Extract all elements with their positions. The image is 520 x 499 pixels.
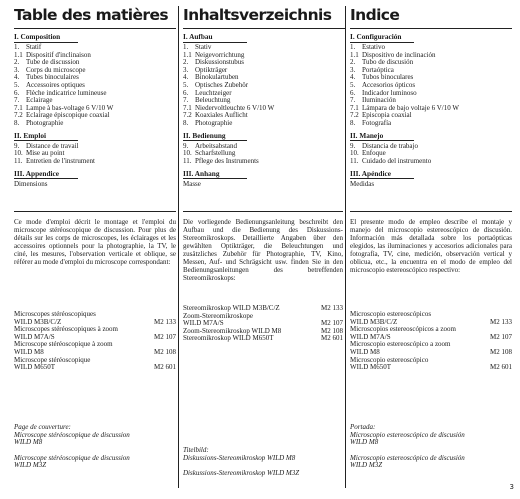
item-number: 2. [350,58,356,67]
item-label: Eclairage [26,96,53,105]
cover-caption [350,424,512,470]
item-label: Distance de travail [26,141,79,150]
item-number: 11. [183,156,192,165]
item-number: 1. [350,43,356,52]
section-heading: III. Anhang [183,170,247,180]
item-number: 4. [183,73,189,82]
item-number: 7. [14,96,20,105]
model-name: Microscopios estereoscópicos a zoom [350,325,456,334]
section-heading: III. Appendice [14,170,78,180]
item-label: Neigevorrichtung [195,50,245,59]
manual-code: M2 107 [321,319,343,328]
caption-line: Microscope stéréoscopique de discussion [14,453,130,462]
intro-paragraph: Ce mode d'emploi décrit le montage et l'emploi du microscope stéréoscopique de discussion. Pour plus de détails sur les corps de microscopes, les éclairages et les accessoires optionnels pour la photographie, la TV, le ciné, les mesures, l'observation verticale et oblique, se référer au mode d'emploi du microscope correspondant: [14,218,176,266]
section-rule [350,211,512,212]
item-label: Leuchtzeiger [195,88,232,97]
item-number: 3. [183,65,189,74]
toc-column [183,6,345,188]
item-label: Dispositivo de inclinación [362,50,436,59]
item-number: 8. [350,119,356,128]
item-label: Estativo [362,43,385,52]
manual-code: M2 133 [490,317,512,326]
item-number: 4. [14,73,20,82]
item-label: Eclairage épiscopique coaxial [26,111,110,120]
section-heading: I. Configuración [350,33,414,43]
item-label: Optikträger [195,65,228,74]
model-name: Zoom-Stereomikroskope [183,311,253,320]
toc-section [14,33,176,128]
item-number: 2. [14,58,20,67]
caption-line: Microscope stéréoscopique de discussion [14,430,130,439]
model-name: Microscope stéréoscopique [14,355,91,364]
item-number: 1.1 [14,50,23,59]
manual-code: M2 601 [154,363,176,372]
item-number: 11. [14,156,23,165]
model-name: WILD M3B/C/Z [350,317,398,326]
toc-item [183,158,345,166]
manual-code: M2 133 [321,304,343,312]
manual-code: M2 601 [321,334,343,343]
item-label: Lampe à bas-voltage 6 V/10 W [26,103,114,112]
item-number: 10. [14,149,23,158]
column-divider [178,6,179,488]
appendix-entry: Medidas [350,179,375,188]
model-name: Microscopio estereoscópico [350,355,429,364]
item-number: 5. [183,81,189,90]
section-rule [14,211,176,212]
model-list [350,311,512,372]
model-name: WILD M650T [14,363,56,372]
toc-section [183,33,345,128]
item-number: 10. [183,149,192,158]
toc-list [14,44,176,128]
cover-caption [183,447,345,478]
model-name: WILD M7A/S [14,332,55,341]
item-number: 7.1 [14,103,23,112]
item-label: Statif [26,43,42,52]
toc-section [350,170,512,189]
model-name: Microscopio estereoscópico a zoom [350,340,451,349]
item-number: 7.1 [183,103,192,112]
manual-code: M2 108 [490,347,512,356]
section-heading: II. Manejo [350,132,414,142]
item-label: Episcopia coaxial [362,111,412,120]
item-number: 1.1 [350,50,359,59]
toc-list [183,44,345,128]
model-name: Microscope stéréoscopique à zoom [14,340,113,349]
item-label: Tubo de discusión [362,58,414,67]
caption-line: Diskussions-Stereomikroskop WILD M3Z [183,469,300,478]
item-number: 8. [14,119,20,128]
model-list [183,305,343,343]
appendix-entry: Masse [183,179,201,188]
toc-item [14,158,176,166]
model-name: WILD M8 [14,347,44,356]
manual-code: M2 108 [321,326,343,335]
item-number: 9. [14,141,20,150]
model-name: Microscopes stéréoscopiques [14,310,96,318]
item-number: 1. [14,43,20,52]
item-number: 7.2 [183,111,192,120]
item-label: Distancia de trabajo [362,141,418,150]
page-number: 3 [509,483,514,491]
cover-caption [14,424,176,470]
caption-line: WILD M8 [14,438,43,447]
item-label: Mise au point [26,149,65,158]
toc-title: Inhaltsverzeichnis [183,6,345,29]
intro-paragraph: El presente modo de empleo describe el montaje y manejo del microscopio estereoscópico de discusión. Información más detallada sobre los portaópticas elegidos, las iluminaciones y accesorios adicionales para fotografía, TV, cine, medición, observación vertical y oblicua, etc., la encuentra en el modo de empleo del microscopio estereoscópico respectivo: [350,218,512,274]
caption-line: Diskussions-Stereomikroskop WILD M8 [183,453,296,462]
item-number: 9. [183,141,189,150]
item-label: Arbeitsabstand [195,141,237,150]
item-number: 1.1 [183,50,192,59]
model-name: WILD M650T [350,363,392,372]
item-label: Fotografía [362,119,392,128]
caption-line: WILD M8 [350,438,379,447]
section-heading: II. Emploi [14,132,78,142]
toc-title: Table des matières [14,6,176,29]
item-label: Iluminación [362,96,396,105]
model-name: Zoom-Stereomikroskop WILD M8 [183,326,282,335]
item-number: 7.2 [350,111,359,120]
item-label: Scharfstellung [195,149,236,158]
item-label: Accesorios ópticos [362,81,416,90]
section-heading: II. Bedienung [183,132,247,142]
caption-line: WILD M3Z [350,461,383,470]
toc-section [183,170,345,189]
item-number: 2. [183,58,189,67]
item-number: 10. [350,149,359,158]
item-label: Pflege des Instruments [195,156,259,165]
section-heading: I. Aufbau [183,33,247,43]
item-number: 4. [350,73,356,82]
item-number: 6. [350,88,356,97]
item-number: 5. [14,81,20,90]
item-label: Photographie [26,119,64,128]
intro-paragraph: Die vorliegende Bedienungsanleitung beschreibt den Aufbau und die Bedienung des Diskussions-Stereomikroskops. Detaillierte Angaben über den gewählten Optikträger, die Beleuchtungen und zusätzliches Zubehör für Photographie, TV, Kino, Messen, Auf- und Schrägsicht usw. finden Sie in den Bedienungsanleitungen des betreffenden Stereomikroskops: [183,218,343,282]
item-label: Accessoires optiques [26,81,85,90]
item-label: Stativ [195,43,212,52]
toc-item [350,158,512,166]
item-label: Binokulartuben [195,73,239,82]
item-label: Indicador luminoso [362,88,417,97]
manual-code: M2 107 [490,332,512,341]
manual-code: M2 107 [154,332,176,341]
item-number: 7.2 [14,111,23,120]
item-label: Tube de discussion [26,58,80,67]
item-label: Diskussionstubus [195,58,245,67]
item-number: 8. [183,119,189,128]
caption-line: WILD M3Z [14,461,47,470]
toc-title: Indice [350,6,512,29]
toc-list [14,143,176,166]
item-number: 3. [350,65,356,74]
manual-code: M2 601 [490,363,512,372]
item-label: Koaxiales Auflicht [195,111,248,120]
section-heading: III. Apéndice [350,170,414,180]
toc-item [14,120,176,128]
model-name: WILD M3B/C/Z [14,317,62,326]
model-name: WILD M8 [350,347,380,356]
toc-list [350,44,512,128]
item-number: 6. [183,88,189,97]
caption-line: Titelbild: [183,446,209,454]
toc-section [350,132,512,166]
item-label: Cuidado del instrumento [362,156,432,165]
model-name: WILD M7A/S [183,319,224,328]
item-label: Photographie [195,119,233,128]
section-rule [183,211,343,212]
item-number: 9. [350,141,356,150]
item-number: 7. [350,96,356,105]
item-label: Niedervoltleuchte 6 V/10 W [195,103,275,112]
item-number: 6. [14,88,20,97]
caption-line: Microscopio estereoscópico de discusión [350,430,465,439]
item-label: Optisches Zubehör [195,81,249,90]
item-label: Beleuchtung [195,96,231,105]
model-row [14,364,176,372]
toc-section [14,170,176,189]
item-label: Lámpara de bajo voltaje 6 V/10 W [362,103,459,112]
toc-list [350,143,512,166]
appendix-entry: Dimensions [14,179,48,188]
model-name: Stereomikroskop WILD M650T [183,334,274,343]
item-label: Portaóptica [362,65,394,74]
toc-item [183,120,345,128]
item-label: Entretien de l'instrument [26,156,95,165]
item-number: 11. [350,156,359,165]
item-number: 1. [183,43,189,52]
model-row [183,335,343,343]
caption-line: Portada: [350,423,376,431]
item-label: Enfoque [362,149,386,158]
caption-line: Microscopio estereoscópico de discusión [350,453,465,462]
model-name: Microscopes stéréoscopiques à zoom [14,325,118,334]
item-number: 5. [350,81,356,90]
toc-column [350,6,512,188]
item-label: Tubos binoculares [362,73,414,82]
section-heading: I. Composition [14,33,78,43]
model-name: Microscopio estereoscópicos [350,310,432,318]
item-label: Dispositif d'inclinaison [26,50,91,59]
model-row [350,364,512,372]
item-label: Tubes binoculaires [26,73,79,82]
toc-section [14,132,176,166]
model-name: WILD M7A/S [350,332,391,341]
item-label: Flèche indicatrice lumineuse [26,88,107,97]
model-list [14,311,176,372]
toc-section [350,33,512,128]
item-label: Corps du microscope [26,65,86,74]
item-number: 7.1 [350,103,359,112]
model-name: Stereomikroskop WILD M3B/C/Z [183,304,280,312]
caption-line: Page de couverture: [14,423,71,431]
toc-list [183,143,345,166]
toc-section [183,132,345,166]
manual-code: M2 133 [154,317,176,326]
item-number: 7. [183,96,189,105]
manual-code: M2 108 [154,347,176,356]
toc-column [14,6,176,188]
column-divider [345,6,346,488]
toc-item [350,120,512,128]
item-number: 3. [14,65,20,74]
